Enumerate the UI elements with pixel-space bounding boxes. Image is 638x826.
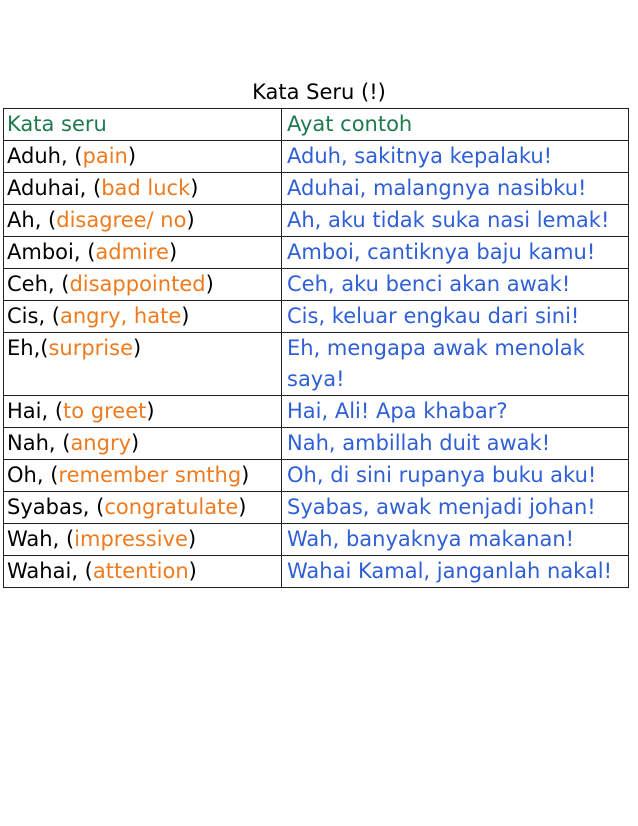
interjection-cell [4,237,282,269]
interjection-word: Hai [7,399,42,423]
interjection-meaning: impressive [74,527,188,551]
interjection-word: Cis [7,304,39,328]
close-paren: ) [127,144,137,168]
table-row [4,556,629,588]
interjection-cell [4,301,282,333]
interjection-meaning: bad luck [101,176,191,200]
interjection-table [3,108,629,588]
example-sentence: Ceh, aku benci akan awak! [282,269,629,301]
table-row [4,173,629,205]
close-paren: ) [186,208,195,232]
interjection-meaning: disappointed [69,272,206,296]
close-paren: ) [187,527,197,551]
table-row [4,460,629,492]
open-paren: ,( [33,336,49,360]
interjection-cell [4,141,282,173]
table-row [4,141,629,173]
close-paren: ) [188,559,197,583]
table-row [4,205,629,237]
interjection-word: Ah [7,208,35,232]
interjection-word: Aduh [7,144,61,168]
example-sentence: Amboi, cantiknya baju kamu! [282,237,629,269]
example-sentence: Aduhai, malangnya nasibku! [282,173,629,205]
table-header-row [4,109,629,141]
interjection-meaning: congratulate [104,495,239,519]
interjection-cell [4,428,282,460]
close-paren: ) [181,304,190,328]
interjection-meaning: to greet [63,399,147,423]
open-paren: , ( [48,431,71,455]
open-paren: , ( [60,144,83,168]
open-paren: , ( [79,176,102,200]
example-sentence: Eh, mengapa awak menolak saya! [282,333,629,396]
interjection-cell [4,556,282,588]
interjection-meaning: attention [92,559,189,583]
table-row [4,524,629,556]
interjection-cell [4,460,282,492]
interjection-meaning: remember smthg [58,463,242,487]
example-sentence: Oh, di sini rupanya buku aku! [282,460,629,492]
interjection-cell [4,173,282,205]
interjection-meaning: pain [82,144,128,168]
example-sentence: Syabas, awak menjadi johan! [282,492,629,524]
close-paren: ) [190,176,199,200]
interjection-word: Oh [7,463,37,487]
example-sentence: Ah, aku tidak suka nasi lemak! [282,205,629,237]
table-row [4,269,629,301]
example-sentence: Nah, ambillah duit awak! [282,428,629,460]
table-row [4,428,629,460]
open-paren: , ( [34,208,57,232]
page-title: Kata Seru (!) [252,80,386,104]
open-paren: , ( [71,559,93,583]
open-paren: , ( [52,527,75,551]
interjection-cell [4,205,282,237]
example-sentence: Aduh, sakitnya kepalaku! [282,141,629,173]
interjection-meaning: angry, hate [60,304,182,328]
close-paren: ) [241,463,250,487]
close-paren: ) [133,336,142,360]
interjection-cell [4,269,282,301]
interjection-meaning: angry [70,431,132,455]
close-paren: ) [168,240,178,264]
interjection-word: Aduhai [7,176,80,200]
close-paren: ) [205,272,214,296]
close-paren: ) [238,495,247,519]
table-row [4,333,629,396]
table-row [4,396,629,428]
open-paren: , ( [36,463,59,487]
interjection-word: Ceh [7,272,48,296]
example-sentence: Cis, keluar engkau dari sini! [282,301,629,333]
open-paren: , ( [41,399,64,423]
interjection-word: Wah [7,527,53,551]
interjection-word: Amboi [7,240,74,264]
table-row [4,492,629,524]
interjection-word: Nah [7,431,49,455]
interjection-word: Syabas [7,495,83,519]
interjection-word: Eh [7,336,34,360]
interjection-cell [4,524,282,556]
interjection-cell [4,333,282,396]
open-paren: , ( [47,272,70,296]
interjection-cell [4,396,282,428]
header-ayat-contoh: Ayat contoh [282,109,629,141]
interjection-meaning: surprise [48,336,133,360]
table-row [4,301,629,333]
open-paren: , ( [73,240,96,264]
open-paren: , ( [82,495,105,519]
interjection-meaning: admire [95,240,169,264]
header-kata-seru: Kata seru [4,109,282,141]
open-paren: , ( [38,304,60,328]
close-paren: ) [146,399,155,423]
example-sentence: Wahai Kamal, janganlah nakal! [282,556,629,588]
example-sentence: Hai, Ali! Apa khabar? [282,396,629,428]
table-row [4,237,629,269]
close-paren: ) [131,431,140,455]
example-sentence: Wah, banyaknya makanan! [282,524,629,556]
interjection-word: Wahai [7,559,72,583]
interjection-meaning: disagree/ no [56,208,187,232]
interjection-cell [4,492,282,524]
